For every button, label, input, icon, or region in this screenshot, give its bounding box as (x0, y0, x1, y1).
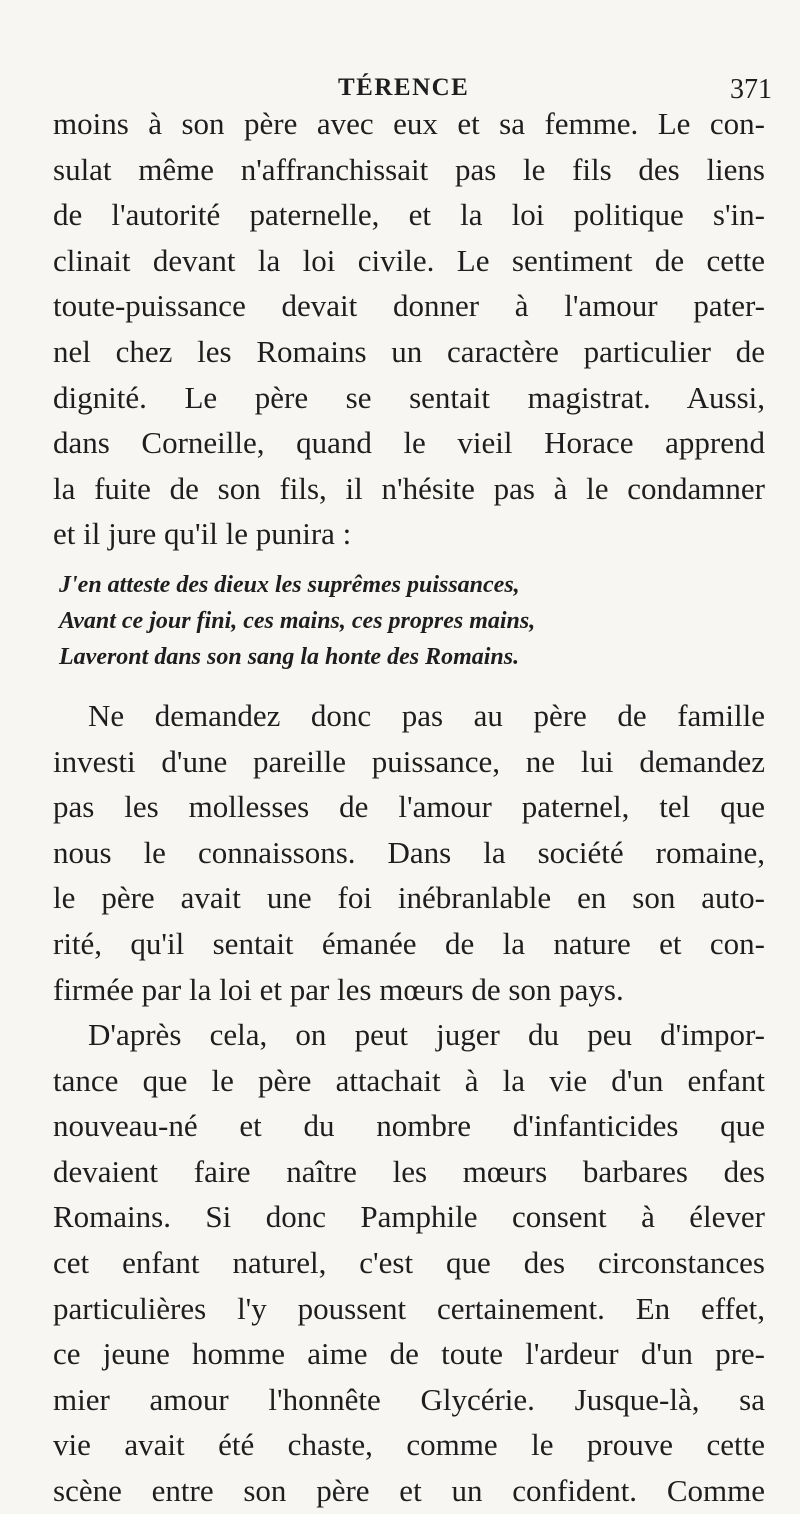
text-line: sulat même n'affranchissait pas le fils des liens (53, 151, 765, 187)
paragraph-3 (53, 1012, 765, 1514)
text-line: nouveau-né et du nombre d'infanticides que (53, 1108, 765, 1144)
text-line: nous le connaissons. Dans la société romaine, (53, 834, 765, 870)
verse-line: Laveront dans son sang la honte des Romains. (59, 643, 520, 670)
text-line: ce jeune homme aime de toute l'ardeur d'un pre- (53, 1336, 765, 1372)
verse-quotation (53, 567, 765, 675)
text-line: la fuite de son fils, il n'hésite pas à le condamner (53, 470, 765, 506)
page-body (53, 101, 765, 1514)
text-line: tance que le père attachait à la vie d'un enfant (53, 1062, 765, 1098)
text-line: D'après cela, on peut juger du peu d'impor- (88, 1017, 765, 1053)
text-line: et il jure qu'il le punira : (53, 516, 352, 552)
paragraph-1 (53, 101, 765, 557)
text-line: firmée par la loi et par les mœurs de son pays. (53, 971, 624, 1007)
text-line: rité, qu'il sentait émanée de la nature et con- (53, 925, 765, 961)
text-line: scène entre son père et un confident. Comme (53, 1473, 765, 1509)
text-line: dans Corneille, quand le vieil Horace apprend (53, 425, 765, 461)
text-line: toute-puissance devait donner à l'amour pater- (53, 288, 765, 324)
text-line: de l'autorité paternelle, et la loi politique s'in- (53, 197, 765, 233)
running-title: TÉRENCE (338, 74, 470, 101)
text-line: moins à son père avec eux et sa femme. Le con- (53, 106, 765, 141)
paragraph-2 (53, 693, 765, 1012)
text-line: clinait devant la loi civile. Le sentiment de cette (53, 242, 765, 278)
page-number: 371 (730, 74, 772, 105)
text-line: Ne demandez donc pas au père de famille (88, 697, 765, 733)
text-line: cet enfant naturel, c'est que des circonstances (53, 1245, 765, 1281)
text-line: pas les mollesses de l'amour paternel, tel que (53, 789, 765, 825)
text-line: investi d'une pareille puissance, ne lui demandez (53, 743, 765, 779)
verse-line: Avant ce jour fini, ces mains, ces propres mains, (59, 607, 536, 634)
text-line: devaient faire naître les mœurs barbares des (53, 1153, 765, 1189)
text-line: dignité. Le père se sentait magistrat. Aussi, (53, 379, 765, 415)
verse-line: J'en atteste des dieux les suprêmes puissances, (59, 571, 520, 598)
text-line: nel chez les Romains un caractère particulier de (53, 333, 765, 369)
text-line: particulières l'y poussent certainement. En effet, (53, 1290, 765, 1326)
text-line: vie avait été chaste, comme le prouve cette (53, 1427, 765, 1463)
text-line: le père avait une foi inébranlable en son auto- (53, 880, 765, 916)
text-line: Romains. Si donc Pamphile consent à élever (53, 1199, 765, 1235)
text-line: mier amour l'honnête Glycérie. Jusque-là, sa (53, 1381, 765, 1417)
